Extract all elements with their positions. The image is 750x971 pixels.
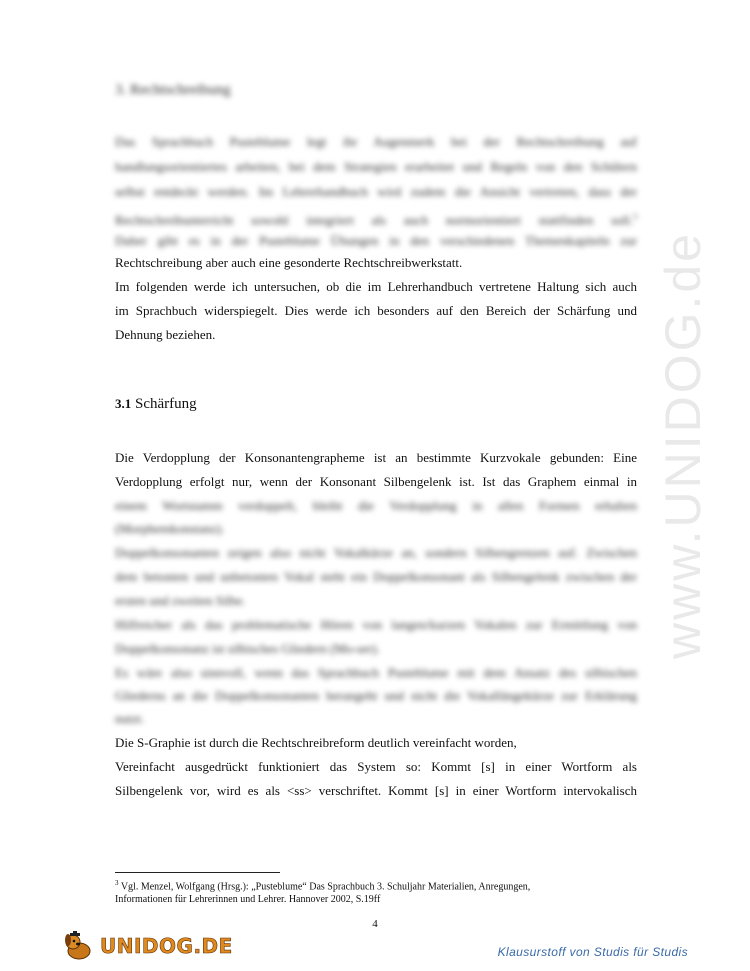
text-line: Rechtschreibung aber auch eine gesonderte Rechtschreibwerkstatt. — [115, 255, 463, 270]
text-line: Im folgenden werde ich untersuchen, ob die im Lehrerhandbuch vertretene Haltung sich auch — [115, 279, 637, 294]
blurred-text-line: Hilfreicher als das problematische Hören von langen/kurzen Vokalen zur Ermittlung von — [115, 617, 637, 632]
text-line: Die Verdopplung der Konsonantengrapheme ist an bestimmte Kurzvokale gebunden: Eine — [115, 450, 637, 465]
blurred-text-line: Doppelkonsonanz ist silbisches Gliedern (Mo-ser). — [115, 641, 380, 656]
blurred-text-line: einem Wortstamm verdoppelt, bleibt die Verdopplung in allen Formen erhalten — [115, 498, 637, 513]
blurred-text-line: Rechtschreibunterricht sowohl integriert als auch normorientiert stattfinden soll.$^3$ — [115, 212, 637, 228]
footnote-line: Informationen für Lehrerinnen und Lehrer. Hannover 2002, S.19ff — [115, 894, 381, 906]
section-number: 3.1 — [115, 396, 132, 411]
blurred-text-line: dem betonten und unbetonten Vokal steht ein Doppelkonsonant als Silbengelenk zwischen der — [115, 569, 637, 584]
footnote — [115, 877, 635, 906]
blurred-text-line: Das Sprachbuch Pusteblume legt ihr Augenmerk bei der Rechtschreibung auf — [115, 134, 637, 149]
section-title: Schärfung — [135, 396, 197, 412]
text-line: Silbengelenk vor, wird es als <ss> verschriftet. Kommt [s] in einer Wortform intervokalisch — [115, 783, 637, 798]
unidog-logo[interactable] — [62, 930, 233, 962]
footnote-ref: 3 — [633, 212, 637, 221]
footnote-number: 3 — [115, 879, 119, 887]
blurred-text-line: handlungsorientiertes arbeiten, bei dem Strategien erarbeitet und Regeln von den Schülern — [115, 159, 637, 174]
dog-icon — [62, 931, 96, 961]
text-line: Vereinfacht ausgedrückt funktioniert das System so: Kommt [s] in einer Wortform als — [115, 759, 637, 774]
chapter-heading: 3. Rechtschreibung — [115, 82, 231, 98]
text-line: Dehnung beziehen. — [115, 327, 216, 342]
footnote-divider — [115, 872, 280, 873]
page-number: 4 — [372, 918, 378, 930]
text-line: Die S-Graphie ist durch die Rechtschreibreform deutlich vereinfacht worden, — [115, 735, 517, 750]
blurred-text-line: Gliederns an die Doppelkonsonanten herangeht und nicht die Vokallängekürze zur Erklärung — [115, 688, 637, 703]
text-line: Verdopplung erfolgt nur, wenn der Konsonant Silbengelenk ist. Ist das Graphem einmal in — [115, 474, 637, 489]
blurred-text-line: nutzt. — [115, 711, 145, 726]
footnote-line: $^3$ Vgl. Menzel, Wolfgang (Hrsg.): „Pusteblume“ Das Sprachbuch 3. Schuljahr Materialien, Anregungen, — [115, 879, 531, 893]
blurred-text-line: selbst entdeckt werden. Im Lehrerhandbuch wird zudem die Ansicht vertreten, dass der — [115, 184, 637, 199]
blurred-text-line: Doppelkonsonanten zeigen also nicht Vokalkürze an, sondern Silbengrenzen auf. Zwischen — [115, 545, 637, 560]
blurred-text-line: ersten und zweiten Silbe. — [115, 593, 246, 608]
blurred-text-line: (Morphemkonstanz). — [115, 521, 225, 536]
logo-text: UNIDOG.DE — [100, 934, 233, 958]
text-line: im Sprachbuch widerspiegelt. Dies werde ich besonders auf den Bereich der Schärfung und — [115, 303, 637, 318]
watermark: www.UNIDOG.de — [655, 231, 711, 659]
blurred-text-line: Es wäre also sinnvoll, wenn das Sprachbuch Pusteblume mit dem Ansatz des silbischen — [115, 665, 637, 680]
slogan: Klausurstoff von Studis für Studis — [497, 945, 688, 959]
section-heading — [115, 396, 197, 413]
blurred-text-line: Daher gibt es in der Pusteblume Übungen in den verschiedenen Themenkapiteln zur — [115, 233, 637, 248]
